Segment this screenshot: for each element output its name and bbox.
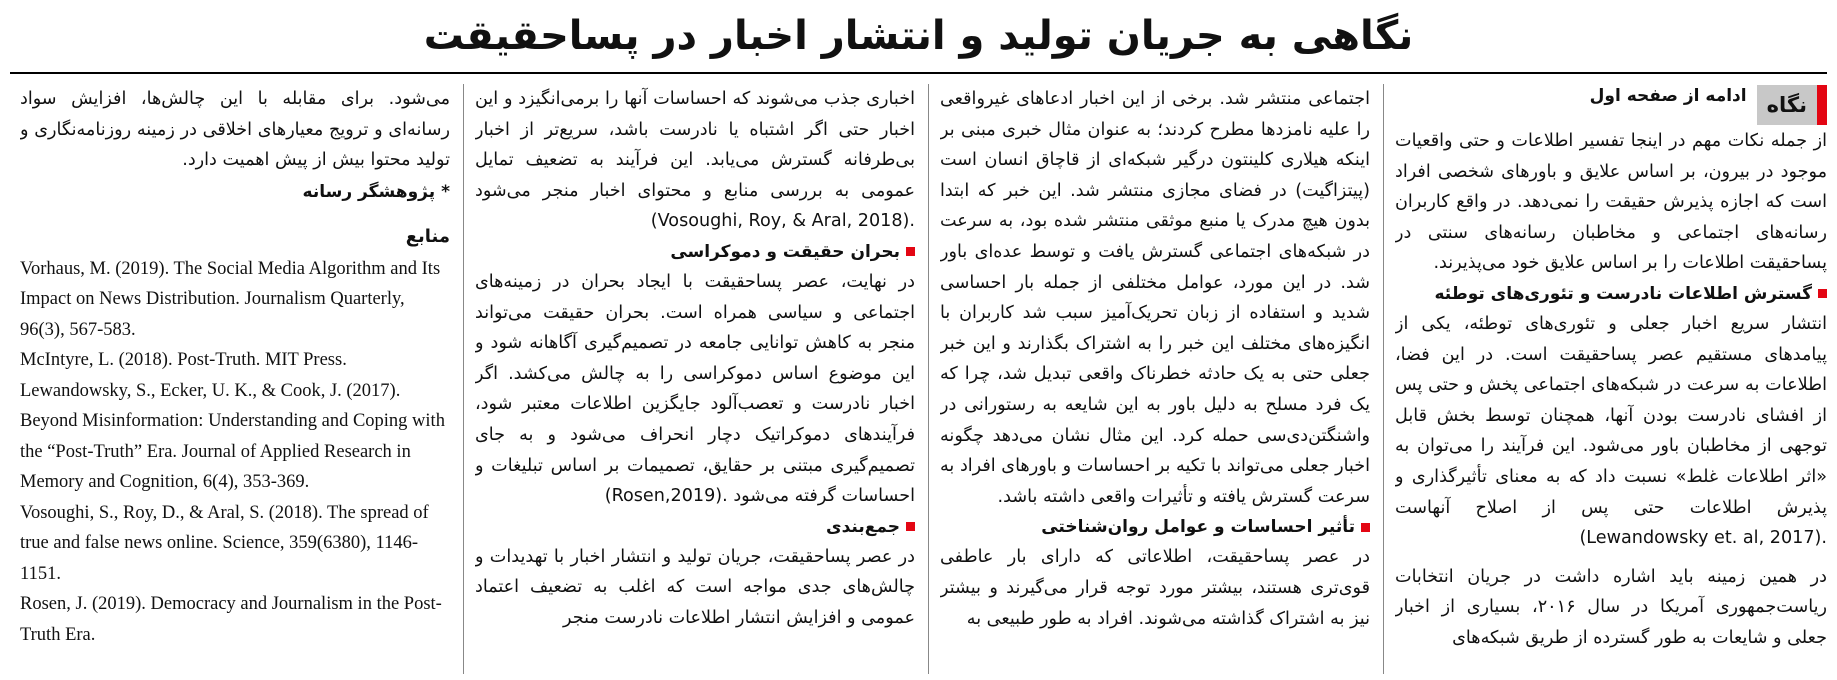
citation: (Vosoughi, Roy, & Aral, 2018). (650, 211, 915, 232)
column-4 (20, 84, 450, 676)
paragraph: از جمله نکات مهم در اینجا تفسیر اطلاعات و حتی واقعیات موجود در بیرون، بر اساس علایق و باورهای شخصی افراد است که اجازه پذیرش حقیقت را نمی‌دهد. در واقع کاربران رسانه‌های اجتماعی و مخاطبان رسانه‌های سنتی در پساحقیقت اطلاعات را بر اساس علایق خود می‌پذیرند. (1395, 131, 1827, 274)
subheading (1395, 279, 1827, 309)
subheading (475, 237, 915, 267)
section-badge-row (1395, 84, 1827, 126)
paragraph: در عصر پساحقیقت، اطلاعاتی که دارای بار عاطفی قوی‌تری هستند، بیشتر مورد توجه قرار می‌گیرند و بیشتر نیز به اشتراک گذاشته می‌شوند. افراد به طور طبیعی به (940, 547, 1370, 629)
paragraph: در عصر پساحقیقت، جریان تولید و انتشار اخبار با تهدیدات و چالش‌های جدی مواجه است که اغلب به تضعیف اعتماد عمومی و افزایش انتشار اطلاعات نادرست منجر (475, 546, 915, 628)
paragraph-text: انتشار سریع اخبار جعلی و تئوری‌های توطئه، یکی از پیامدهای مستقیم عصر پساحقیقت است. در این فضا، اطلاعات به سرعت در شبکه‌های اجتماعی پخش و حتی پس از افشای نادرست بودن آنها، همچنان توسط بخش قابل توجهی از مخاطبان باور می‌شود. این فرآیند را می‌توان به «اثر اطلاعات غلط» نسبت داد که به معنای تأثیرگذاری و پذیرش اطلاعات حتی پس از اصلاح آنهاست (1395, 313, 1827, 518)
reference-item: Rosen, J. (2019). Democracy and Journalism in the Post-Truth Era. (20, 594, 442, 645)
column-divider (1383, 84, 1384, 674)
bullet-square-icon (1818, 289, 1827, 298)
reference-item: Lewandowsky, S., Ecker, U. K., & Cook, J. (2017). Beyond Misinformation: Understanding and Coping with the “Post-Truth” Era. Journal of Applied Research in Memory and Cognition, 6(4), 353-369. (20, 380, 445, 493)
headline-rule (10, 72, 1827, 74)
headline: نگاهی به جریان تولید و انتشار اخبار در پساحقیقت (423, 13, 1414, 59)
continued-label: ادامه از صفحه اول (1589, 86, 1747, 106)
paragraph: می‌شود. برای مقابله با این چالش‌ها، افزایش سواد رسانه‌ای و ترویج معیارهای اخلاقی در زمینه روزنامه‌نگاری و تولید محتوا بیش از پیش اهمیت دارد. (20, 89, 450, 171)
bullet-square-icon (1361, 523, 1370, 532)
subheading (940, 512, 1370, 542)
column-divider (463, 84, 464, 674)
subheading-text: بحران حقیقت و دموکراسی (670, 241, 900, 262)
bullet-square-icon (906, 522, 915, 531)
author-line (20, 176, 450, 208)
subheading-text: جمع‌بندی (826, 516, 900, 537)
column-1 (1395, 84, 1827, 676)
section-badge: نگاه (1757, 85, 1817, 125)
subheading-text: گسترش اطلاعات نادرست و تئوری‌های توطئه (1434, 283, 1812, 304)
accent-bar (1817, 85, 1827, 125)
subheading (475, 512, 915, 542)
paragraph: اجتماعی منتشر شد. برخی از این اخبار ادعاهای غیرواقعی را علیه نامزدها مطرح کردند؛ به عنوان مثال خبری مبنی بر اینکه هیلاری کلینتون درگیر شبکه‌ای از قاچاق انسان است (پیتزاگیت) در فضای مجازی منتشر شد. این خبر که ابتدا بدون هیچ مدرک یا منبع موثقی منتشر شده بود، به سرعت در شبکه‌های اجتماعی گسترش یافت و توسط عده‌ای باور شد. در این مورد، عوامل مختلفی از جمله بار احساسی شدید و استفاده از زبان تحریک‌آمیز سبب شد کاربران با انگیزه‌های مختلف این خبر را به اشتراک بگذارند و این خبر جعلی حتی به یک حادثه خطرناک واقعی تبدیل شد، چرا که یک فرد مسلح به دلیل باور به این شایعه به رستورانی در واشنگتن‌دی‌سی حمله کرد. این مثال نشان می‌دهد چگونه اخبار جعلی می‌تواند با تکیه بر احساسات و باورهای افراد به سرعت گسترش یافته و تأثیرات واقعی داشته باشد. (940, 89, 1370, 507)
bullet-square-icon (906, 247, 915, 256)
references-heading: منابع (405, 225, 450, 247)
citation: (Rosen,2019). (604, 486, 728, 507)
paragraph-text: اخباری جذب می‌شوند که احساسات آنها را برمی‌انگیزد و این اخبار حتی اگر اشتباه یا نادرست باشد، سریع‌تر از اخبار بی‌طرفانه گسترش می‌یابد. این فرآیند به تضعیف تمایل عمومی به بررسی منابع و محتوای اخبار منجر می‌شود (475, 89, 915, 201)
paragraph-text: در نهایت، عصر پساحقیقت با ایجاد بحران در زمینه‌های اجتماعی و سیاسی همراه است. بحران حقیقت می‌تواند منجر به کاهش توانایی جامعه در تصمیم‌گیری آگاهانه شود و این موضوع اساس دموکراسی را به چالش می‌کشد. اگر اخبار نادرست و تعصب‌آلود جایگزین اطلاعات معتبر شود، فرآیندهای دموکراتیک دچار انحراف می‌شود و به جای تصمیم‌گیری مبتنی بر حقایق، تصمیمات بر اساس تبلیغات و احساسات گرفته می‌شود (475, 271, 915, 507)
column-divider (928, 84, 929, 674)
reference-item: Vosoughi, S., Roy, D., & Aral, S. (2018). The spread of true and false news online. Science, 359(6380), 1146-1151. (20, 502, 429, 584)
paragraph (475, 84, 915, 237)
author-name: پژوهشگر رسانه (302, 181, 436, 202)
paragraph (1395, 309, 1827, 554)
references-list (20, 254, 450, 651)
column-2 (940, 84, 1370, 676)
paragraph: در همین زمینه باید اشاره داشت در جریان انتخابات ریاست‌جمهوری آمریکا در سال ۲۰۱۶، بسیاری از اخبار جعلی و شایعات به طور گسترده از طریق شبکه‌های (1395, 566, 1827, 648)
column-3 (475, 84, 915, 676)
reference-item: Vorhaus, M. (2019). The Social Media Algorithm and Its Impact on News Distribution. Journalism Quarterly, 96(3), 567-583. (20, 258, 441, 340)
reference-item: McIntyre, L. (2018). Post-Truth. MIT Press. (20, 350, 347, 371)
citation: (Lewandowsky et. al, 2017). (1579, 528, 1827, 549)
subheading-text: تأثیر احساسات و عوامل روان‌شناختی (1041, 517, 1355, 538)
author-star: * (441, 181, 450, 202)
paragraph (475, 267, 915, 512)
